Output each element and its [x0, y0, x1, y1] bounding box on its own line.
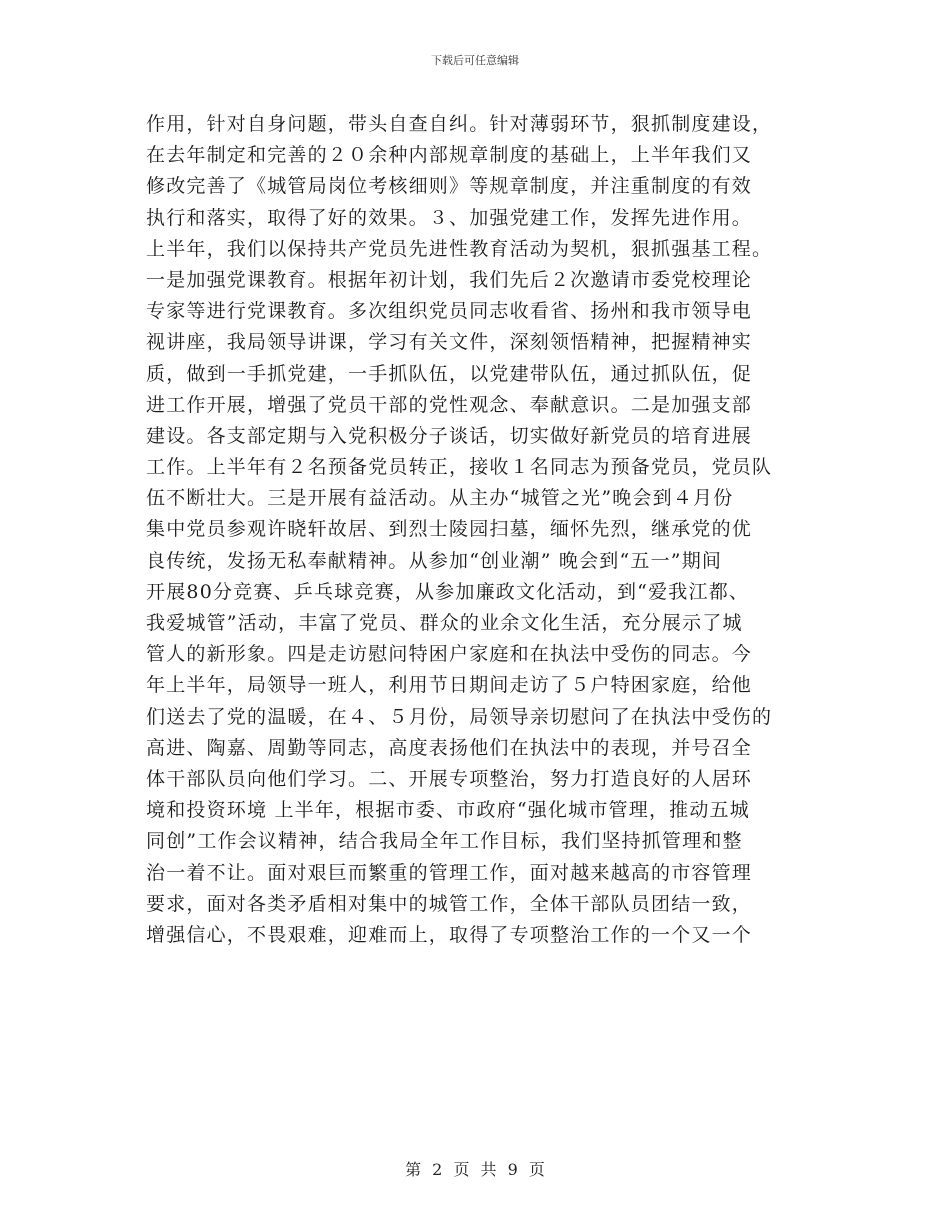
text-line-15: 良传统，发扬无私奉献精神。从参加“创业潮” 晚会到“五一”期间 — [146, 549, 723, 572]
text-line-16: 开展80分竞赛、乒乓球竞赛，从参加廉政文化活动，到“爱我江都、 — [146, 580, 750, 603]
text-line-8: 视讲座，我局领导讲课，学习有关文件，深刻领悟精神，把握精神实 — [146, 331, 753, 354]
page-header: 下载后可任意编辑 — [431, 54, 519, 67]
text-line-4: 执行和落实，取得了好的效果。３、加强党建工作，发挥先进作用。 — [146, 206, 753, 229]
text-line-18: 管人的新形象。四是走访慰问特困户家庭和在执法中受伤的同志。今 — [146, 643, 753, 666]
text-line-27: 增强信心，不畏艰难，迎难而上，取得了专项整治工作的一个又一个 — [146, 923, 753, 946]
text-line-11: 建设。各支部定期与入党积极分子谈话，切实做好新党员的培育进展 — [146, 424, 753, 447]
text-line-7: 专家等进行党课教育。多次组织党员同志收看省、扬州和我市领导电 — [146, 300, 753, 323]
text-line-23: 境和投资环境 上半年，根据市委、市政府“强化城市管理，推动五城 — [146, 799, 750, 822]
text-line-14: 集中党员参观许晓轩故居、到烈士陵园扫墓，缅怀先烈，继承党的优 — [146, 518, 753, 541]
text-line-25: 治一着不让。面对艰巨而繁重的管理工作，面对越来越高的市容管理 — [146, 861, 753, 884]
text-line-17: 我爱城管”活动，丰富了党员、群众的业余文化生活，充分展示了城 — [146, 612, 743, 634]
text-line-22: 体干部队员向他们学习。二、开展专项整治，努力打造良好的人居环 — [146, 767, 753, 790]
page-number-footer: 第 2 页 共 9 页 — [405, 1160, 545, 1179]
text-line-26: 要求，面对各类矛盾相对集中的城管工作，全体干部队员团结一致， — [146, 892, 753, 915]
text-line-10: 进工作开展，增强了党员干部的党性观念、奉献意识。二是加强支部 — [146, 393, 753, 416]
text-line-3: 修改完善了《城管局岗位考核细则》等规章制度，并注重制度的有效 — [146, 175, 753, 198]
document-body — [146, 109, 806, 951]
text-line-9: 质，做到一手抓党建，一手抓队伍，以党建带队伍，通过抓队伍，促 — [146, 362, 753, 385]
text-line-5: 上半年，我们以保持共产党员先进性教育活动为契机，狠抓强基工程。 — [146, 237, 773, 260]
text-line-20: 们送去了党的温暖，在４、５月份，局领导亲切慰问了在执法中受伤的 — [146, 705, 773, 728]
text-line-19: 年上半年，局领导一班人，利用节日期间走访了５户特困家庭，给他 — [146, 674, 753, 697]
text-line-24: 同创”工作会议精神，结合我局全年工作目标，我们坚持抓管理和整 — [146, 830, 743, 853]
text-line-21: 高进、陶嘉、周勤等同志，高度表扬他们在执法中的表现，并号召全 — [146, 736, 753, 759]
text-line-2: 在去年制定和完善的２０余种内部规章制度的基础上，上半年我们又 — [146, 144, 753, 167]
text-line-6: 一是加强党课教育。根据年初计划，我们先后２次邀请市委党校理论 — [146, 268, 753, 291]
text-line-12: 工作。上半年有２名预备党员转正，接收１名同志为预备党员，党员队 — [146, 456, 773, 479]
text-line-1: 作用，针对自身问题，带头自查自纠。针对薄弱环节，狠抓制度建设， — [146, 113, 773, 135]
text-line-13: 伍不断壮大。三是开展有益活动。从主办“城管之光”晚会到４月份 — [146, 487, 734, 510]
